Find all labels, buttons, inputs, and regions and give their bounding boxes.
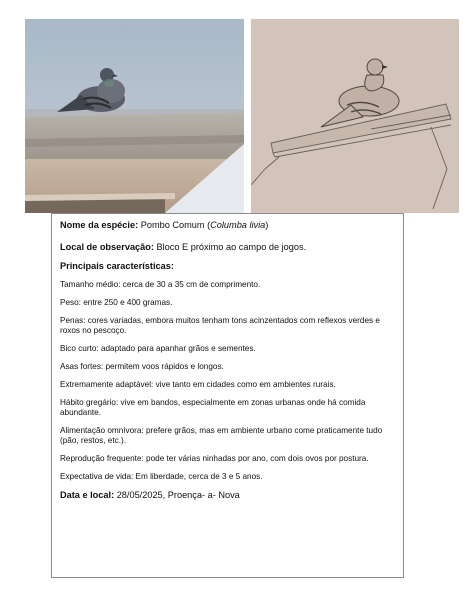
- species-scientific: Columba livia: [210, 220, 266, 230]
- species-value: Pombo Comum (: [140, 220, 211, 230]
- characteristic-item: Alimentação omnívora: prefere grãos, mas em ambiente urbano come praticamente tudo (pão, restos, etc.).: [60, 426, 383, 445]
- characteristic-item: Asas fortes: permitem voos rápidos e longos.: [60, 362, 224, 371]
- characteristic-item: Reprodução frequente: pode ter várias ninhadas por ano, com dois ovos por postura.: [60, 454, 369, 463]
- characteristics-heading: [60, 261, 403, 272]
- pigeon-photo: [25, 19, 244, 213]
- characteristic-item: Extremamente adaptável: vive tanto em cidades como em ambientes rurais.: [60, 380, 336, 389]
- species-line: [60, 220, 403, 231]
- date-label: Data e local:: [60, 490, 115, 500]
- characteristic-item: Expectativa de vida: Em liberdade, cerca de 3 e 5 anos.: [60, 472, 263, 481]
- location-value: Bloco E próximo ao campo de jogos.: [156, 242, 307, 252]
- characteristic-item: Penas: cores variadas, embora muitos tenham tons acinzentados com reflexos verdes e roxos no pescoço.: [60, 316, 380, 335]
- characteristic-item: Tamanho médio: cerca de 30 a 35 cm de comprimento.: [60, 280, 261, 289]
- species-label: Nome da espécie:: [60, 220, 139, 230]
- species-card: [51, 213, 404, 578]
- date-value: 28/05/2025, Proença- a- Nova: [116, 490, 240, 500]
- characteristic-item: Hábito gregário: vive em bandos, especialmente em zonas urbanas onde há comida abundante.: [60, 398, 366, 417]
- pigeon-sketch: [251, 19, 459, 213]
- location-line: [60, 242, 403, 253]
- characteristic-item: Bico curto: adaptado para apanhar grãos e sementes.: [60, 344, 256, 353]
- pigeon-sketch-image: [251, 19, 459, 213]
- characteristics-label: Principais características:: [60, 261, 174, 271]
- date-line: [60, 490, 403, 501]
- characteristic-item: Peso: entre 250 e 400 gramas.: [60, 298, 173, 307]
- location-label: Local de observação:: [60, 242, 154, 252]
- pigeon-photo-image: [25, 19, 244, 213]
- species-close: ): [265, 220, 269, 230]
